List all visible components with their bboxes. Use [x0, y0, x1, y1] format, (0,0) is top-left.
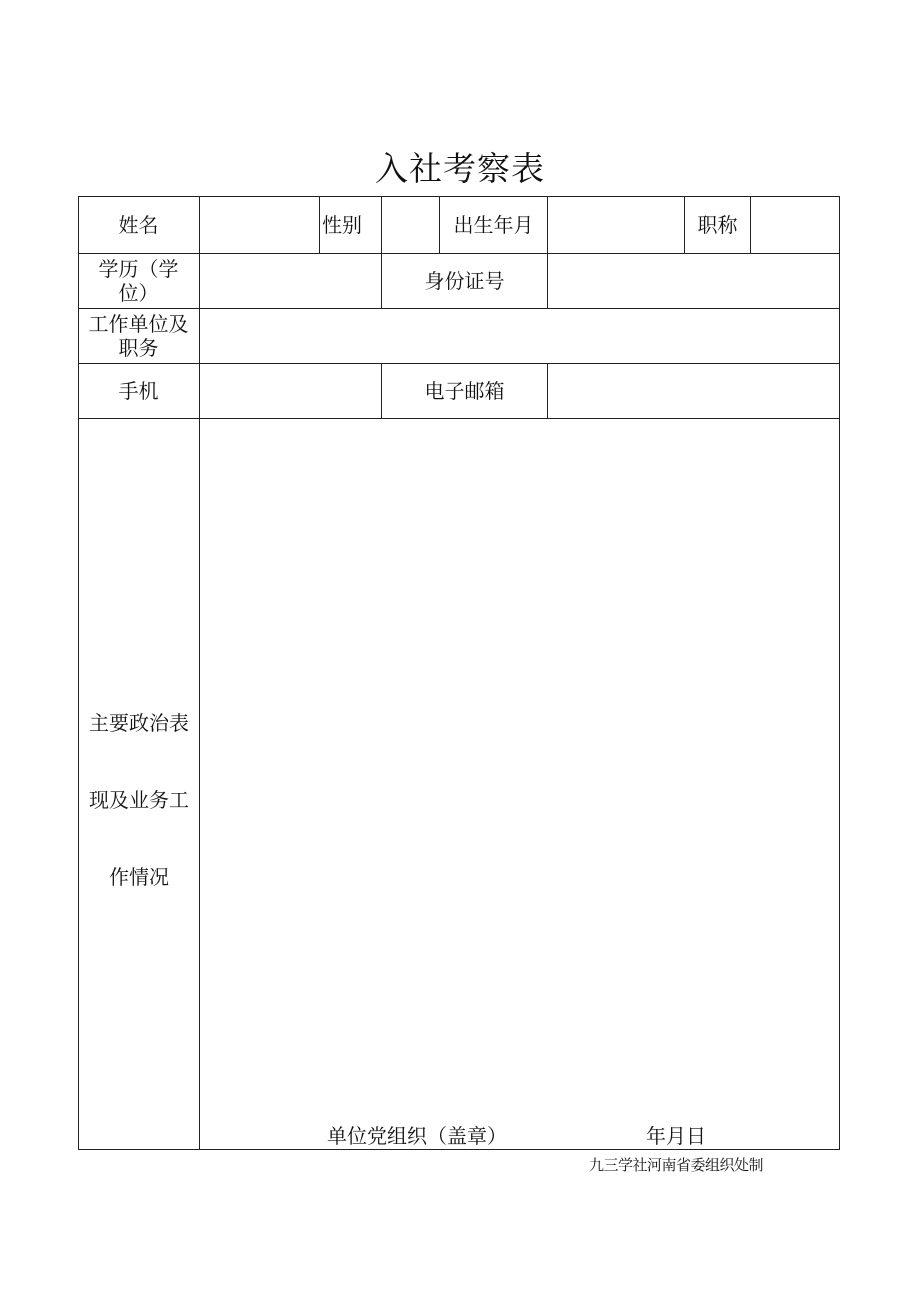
- name-label: 姓名: [118, 212, 159, 237]
- birth-label: 出生年月: [439, 196, 547, 253]
- performance-label-cell: [78, 418, 199, 1150]
- phone-field[interactable]: [199, 363, 381, 418]
- title-label: 职称: [684, 196, 750, 253]
- seal-text: 单位党组织（盖章）: [327, 1124, 507, 1148]
- education-label: 学历（学位）: [78, 253, 199, 308]
- gender-label-text: 性别: [322, 212, 362, 237]
- work-unit-label: 工作单位及职务: [78, 308, 199, 363]
- email-field[interactable]: [547, 363, 840, 418]
- performance-label-line3: 作情况: [109, 865, 169, 889]
- id-number-field[interactable]: [547, 253, 840, 308]
- work-unit-field[interactable]: [199, 308, 840, 363]
- performance-label-line1: 主要政治表: [89, 711, 189, 735]
- performance-label-line2: 现及业务工: [89, 788, 189, 812]
- gender-label: [319, 196, 381, 253]
- gender-field[interactable]: [381, 196, 439, 253]
- performance-field[interactable]: [199, 418, 840, 1150]
- education-field[interactable]: [199, 253, 381, 308]
- form-title: 入社考察表: [375, 149, 545, 188]
- email-label: 电子邮箱: [381, 363, 547, 418]
- title-field[interactable]: [750, 196, 840, 253]
- birth-field[interactable]: [547, 196, 684, 253]
- id-number-label: 身份证号: [381, 253, 547, 308]
- date-text: 年月日: [646, 1124, 706, 1148]
- footer-note: 九三学社河南省委组织处制: [589, 1156, 764, 1174]
- name-field[interactable]: [199, 196, 319, 253]
- phone-label: 手机: [78, 363, 199, 418]
